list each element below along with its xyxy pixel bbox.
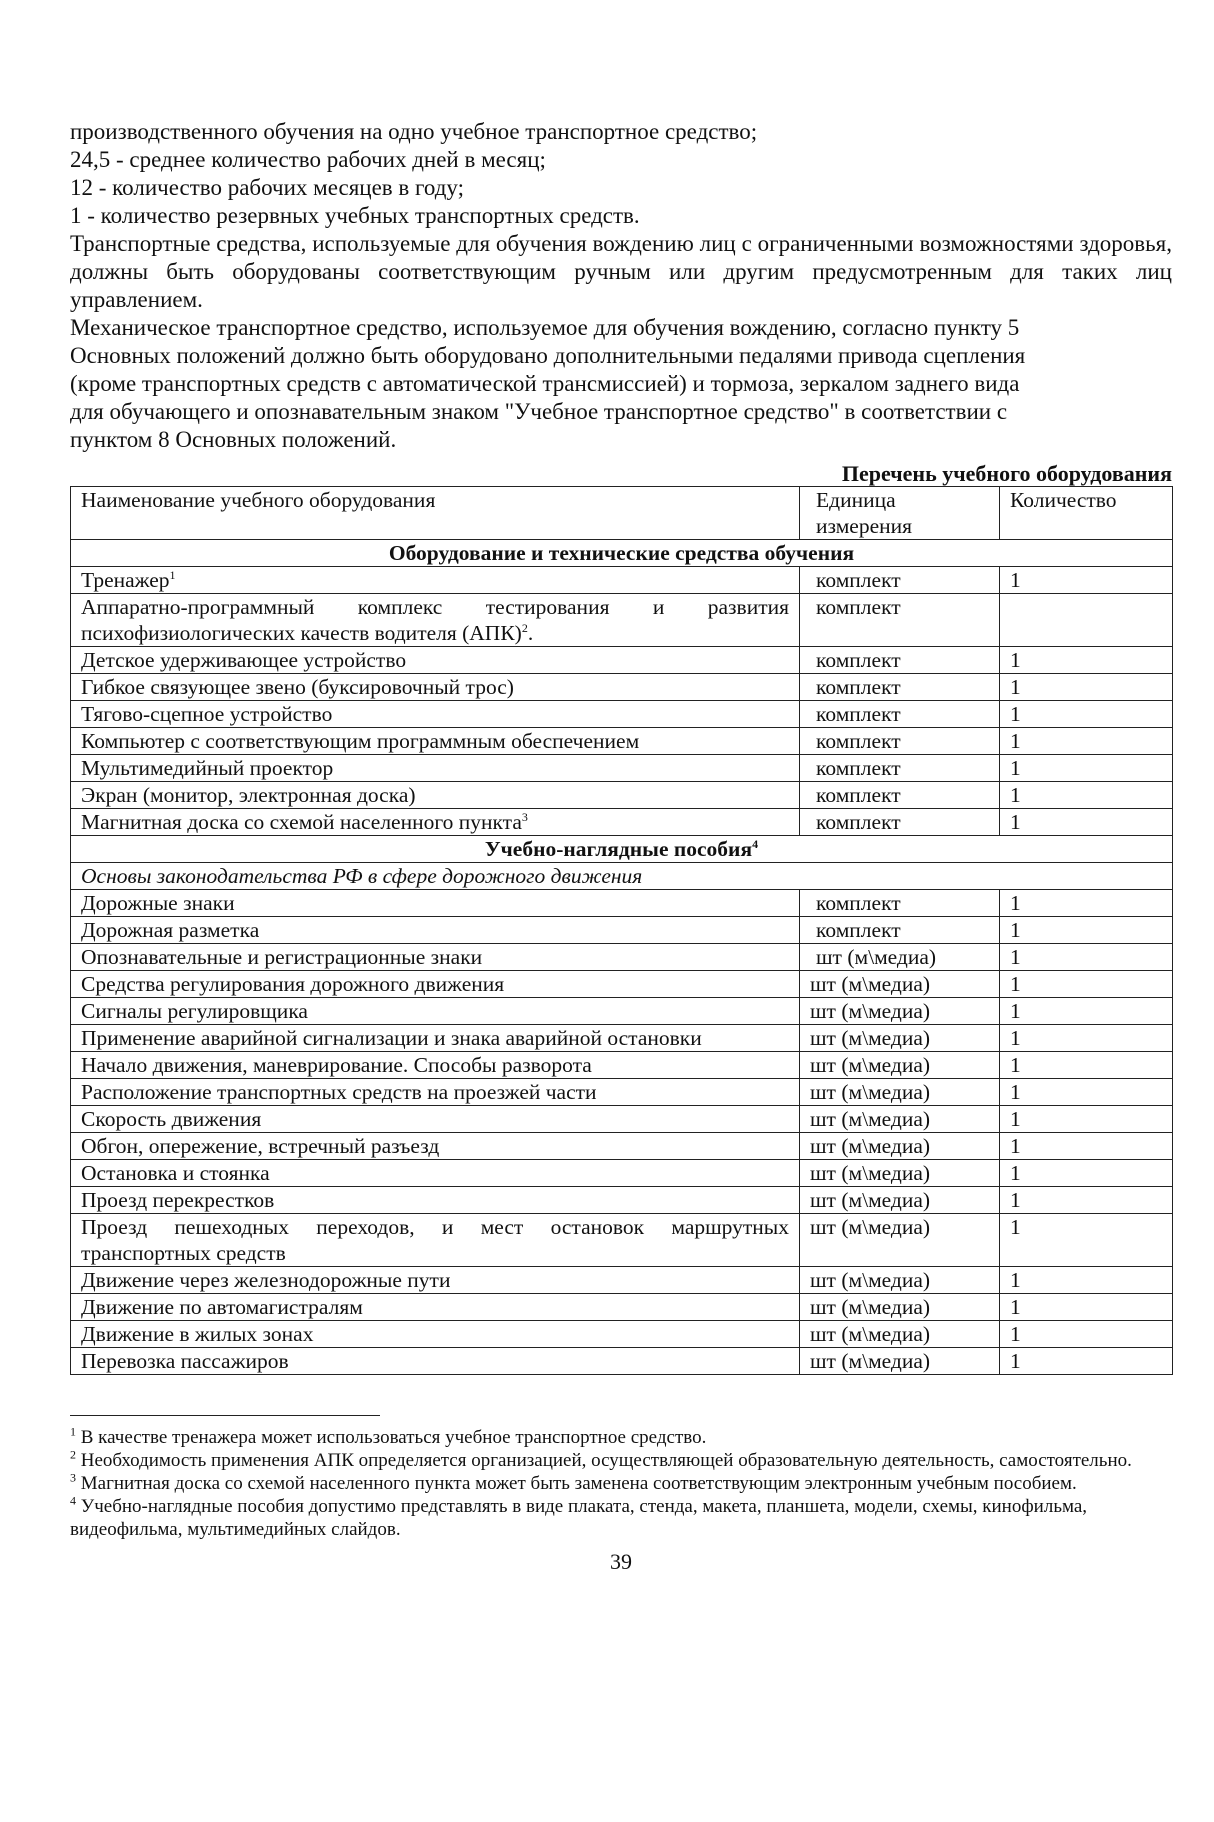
footnote-number: 1 — [70, 1424, 76, 1439]
intro-line: 1 - количество резервных учебных транспортных средств. — [70, 203, 640, 228]
row-qty: 1 — [1000, 998, 1173, 1025]
table-row — [71, 1025, 1173, 1052]
row-unit: комплект — [800, 567, 1000, 594]
row-name — [71, 594, 800, 647]
footnote-ref: 2 — [521, 620, 528, 635]
section-title — [71, 836, 1173, 863]
paragraph-mechanical-line: пунктом 8 Основных положений. — [70, 427, 397, 452]
row-unit: комплект — [800, 647, 1000, 674]
section-row — [71, 540, 1173, 567]
table-row — [71, 1052, 1173, 1079]
row-unit: шт (м\медиа) — [800, 1294, 1000, 1321]
row-qty: 1 — [1000, 728, 1173, 755]
row-qty: 1 — [1000, 944, 1173, 971]
row-name: Движение по автомагистралям — [71, 1294, 800, 1321]
table-row — [71, 728, 1173, 755]
row-unit: комплект — [800, 755, 1000, 782]
table-caption: Перечень учебного оборудования — [841, 461, 1172, 486]
paragraph-disabled-drivers: Транспортные средства, используемые для обучения вождению лиц с ограниченными возможностями здоровья, должны быть оборудованы соответствующим ручным или другим предусмотренным для таких лиц управлением. — [70, 231, 1172, 312]
row-name-suffix: . — [527, 621, 534, 645]
row-unit: комплект — [800, 809, 1000, 836]
table-row — [71, 594, 1173, 647]
row-name: Опознавательные и регистрационные знаки — [71, 944, 800, 971]
header-unit-line2: измерения — [816, 514, 913, 538]
row-unit: комплект — [800, 917, 1000, 944]
footnote-text: Учебно-наглядные пособия допустимо представлять в виде плаката, стенда, макета, планшета, модели, схемы, кинофильма, видеофильма, мультимедийных слайдов. — [70, 1496, 1088, 1540]
row-name: Дорожные знаки — [71, 890, 800, 917]
footnote-text: Магнитная доска со схемой населенного пункта может быть заменена соответствующим электронным учебным пособием. — [80, 1473, 1077, 1494]
table-row — [71, 890, 1173, 917]
row-qty: 1 — [1000, 782, 1173, 809]
row-qty: 1 — [1000, 1267, 1173, 1294]
equipment-table — [70, 486, 1173, 1375]
table-row — [71, 1187, 1173, 1214]
footnote — [70, 1472, 1172, 1495]
row-qty: 1 — [1000, 1214, 1173, 1267]
row-unit: шт (м\медиа) — [800, 1321, 1000, 1348]
row-qty — [1000, 594, 1173, 647]
row-name: Расположение транспортных средств на проезжей части — [71, 1079, 800, 1106]
row-unit: шт (м\медиа) — [800, 1025, 1000, 1052]
row-name: Применение аварийной сигнализации и знака аварийной остановки — [71, 1025, 800, 1052]
row-unit: шт (м\медиа) — [800, 998, 1000, 1025]
row-qty: 1 — [1000, 890, 1173, 917]
paragraph-mechanical-line: Механическое транспортное средство, используемое для обучения вождению, согласно пункту 5 — [70, 315, 1020, 340]
table-row — [71, 647, 1173, 674]
row-name: Скорость движения — [71, 1106, 800, 1133]
row-unit: шт (м\медиа) — [800, 1106, 1000, 1133]
row-unit: комплект — [800, 674, 1000, 701]
row-qty: 1 — [1000, 917, 1173, 944]
table-row — [71, 1294, 1173, 1321]
row-name: Сигналы регулировщика — [71, 998, 800, 1025]
row-unit: шт (м\медиа) — [800, 1267, 1000, 1294]
footnote-text: В качестве тренажера может использоваться учебное транспортное средство. — [80, 1427, 707, 1448]
row-qty: 1 — [1000, 1160, 1173, 1187]
footnote-number: 2 — [70, 1447, 76, 1462]
row-qty: 1 — [1000, 1348, 1173, 1375]
row-qty: 1 — [1000, 1052, 1173, 1079]
table-row — [71, 998, 1173, 1025]
intro-line: 12 - количество рабочих месяцев в году; — [70, 175, 464, 200]
row-name: Остановка и стоянка — [71, 1160, 800, 1187]
row-qty: 1 — [1000, 674, 1173, 701]
document-page — [70, 118, 1172, 1575]
table-row — [71, 1079, 1173, 1106]
row-name: Обгон, опережение, встречный разъезд — [71, 1133, 800, 1160]
row-name-line1: Аппаратно-программный комплекс тестирования и развития — [81, 595, 789, 619]
row-name — [71, 567, 800, 594]
row-name: Детское удерживающее устройство — [71, 647, 800, 674]
header-qty: Количество — [1000, 487, 1173, 540]
row-name: Дорожная разметка — [71, 917, 800, 944]
row-name — [71, 809, 800, 836]
footnote-ref: 4 — [752, 836, 759, 851]
row-name: Средства регулирования дорожного движения — [71, 971, 800, 998]
row-qty: 1 — [1000, 1294, 1173, 1321]
intro-line: 24,5 - среднее количество рабочих дней в месяц; — [70, 147, 546, 172]
table-row — [71, 1133, 1173, 1160]
row-unit: шт (м\медиа) — [800, 1214, 1000, 1267]
page-number: 39 — [610, 1549, 632, 1574]
row-name: Перевозка пассажиров — [71, 1348, 800, 1375]
row-qty: 1 — [1000, 567, 1173, 594]
row-name: Движение через железнодорожные пути — [71, 1267, 800, 1294]
table-row — [71, 944, 1173, 971]
row-name: Тягово-сцепное устройство — [71, 701, 800, 728]
footnote — [70, 1449, 1172, 1472]
intro-line: производственного обучения на одно учебное транспортное средство; — [70, 119, 758, 144]
row-unit: шт (м\медиа) — [800, 1079, 1000, 1106]
row-qty: 1 — [1000, 809, 1173, 836]
row-name: Экран (монитор, электронная доска) — [71, 782, 800, 809]
table-row — [71, 674, 1173, 701]
footnote-divider — [70, 1415, 380, 1416]
row-name-line1: Проезд пешеходных переходов, и мест остановок маршрутных — [81, 1215, 789, 1239]
table-row — [71, 1106, 1173, 1133]
row-unit: комплект — [800, 594, 1000, 647]
header-unit-line1: Единица — [816, 488, 896, 512]
row-unit: шт (м\медиа) — [800, 971, 1000, 998]
row-unit: шт (м\медиа) — [800, 1052, 1000, 1079]
footnote-number: 4 — [70, 1493, 76, 1508]
row-unit: комплект — [800, 728, 1000, 755]
footnote — [70, 1426, 1172, 1449]
table-row — [71, 1267, 1173, 1294]
row-unit: комплект — [800, 701, 1000, 728]
row-unit: шт (м\медиа) — [800, 1187, 1000, 1214]
table-header-row — [71, 487, 1173, 540]
table-row — [71, 917, 1173, 944]
row-unit: шт (м\медиа) — [800, 1348, 1000, 1375]
row-unit: шт (м\медиа) — [800, 944, 1000, 971]
row-qty: 1 — [1000, 971, 1173, 998]
row-unit: шт (м\медиа) — [800, 1133, 1000, 1160]
subsection-title: Основы законодательства РФ в сфере дорожного движения — [71, 863, 1173, 890]
row-name: Гибкое связующее звено (буксировочный трос) — [71, 674, 800, 701]
table-row — [71, 971, 1173, 998]
paragraph-mechanical-line: Основных положений должно быть оборудовано дополнительными педалями привода сцепления — [70, 343, 1026, 368]
footnote — [70, 1495, 1172, 1541]
table-row — [71, 701, 1173, 728]
table-row — [71, 1214, 1173, 1267]
row-name: Движение в жилых зонах — [71, 1321, 800, 1348]
table-row — [71, 1321, 1173, 1348]
footnote-ref: 1 — [169, 567, 176, 582]
footnote-number: 3 — [70, 1470, 76, 1485]
row-unit: шт (м\медиа) — [800, 1160, 1000, 1187]
row-name-text: Тренажер — [81, 568, 170, 592]
row-name — [71, 1214, 800, 1267]
row-qty: 1 — [1000, 1133, 1173, 1160]
row-qty: 1 — [1000, 755, 1173, 782]
header-name: Наименование учебного оборудования — [71, 487, 800, 540]
table-row — [71, 567, 1173, 594]
row-qty: 1 — [1000, 1079, 1173, 1106]
row-name-line2: психофизиологических качеств водителя (АПК) — [81, 621, 522, 645]
subsection-row — [71, 863, 1173, 890]
section-title: Оборудование и технические средства обучения — [71, 540, 1173, 567]
row-qty: 1 — [1000, 701, 1173, 728]
paragraph-mechanical-line: для обучающего и опознавательным знаком "Учебное транспортное средство" в соответствии с — [70, 399, 1008, 424]
row-qty: 1 — [1000, 1025, 1173, 1052]
table-row — [71, 1160, 1173, 1187]
row-qty: 1 — [1000, 1187, 1173, 1214]
row-name-text: Магнитная доска со схемой населенного пункта — [81, 810, 522, 834]
table-row — [71, 755, 1173, 782]
footnote-text: Необходимость применения АПК определяется организацией, осуществляющей образовательную деятельность, самостоятельно. — [80, 1450, 1132, 1471]
row-name: Начало движения, маневрирование. Способы разворота — [71, 1052, 800, 1079]
section-row — [71, 836, 1173, 863]
header-unit — [800, 487, 1000, 540]
row-name: Мультимедийный проектор — [71, 755, 800, 782]
row-qty: 1 — [1000, 1106, 1173, 1133]
table-row — [71, 782, 1173, 809]
table-row — [71, 1348, 1173, 1375]
row-name: Проезд перекрестков — [71, 1187, 800, 1214]
footnote-ref: 3 — [521, 809, 528, 824]
row-name: Компьютер с соответствующим программным обеспечением — [71, 728, 800, 755]
table-row — [71, 809, 1173, 836]
paragraph-mechanical-line: (кроме транспортных средств с автоматической трансмиссией) и тормоза, зеркалом заднего вида — [70, 371, 1020, 396]
section-title-text: Учебно-наглядные пособия — [484, 837, 753, 861]
row-unit: комплект — [800, 890, 1000, 917]
row-qty: 1 — [1000, 1321, 1173, 1348]
row-name-line2: транспортных средств — [81, 1241, 286, 1265]
row-qty: 1 — [1000, 647, 1173, 674]
row-unit: комплект — [800, 782, 1000, 809]
